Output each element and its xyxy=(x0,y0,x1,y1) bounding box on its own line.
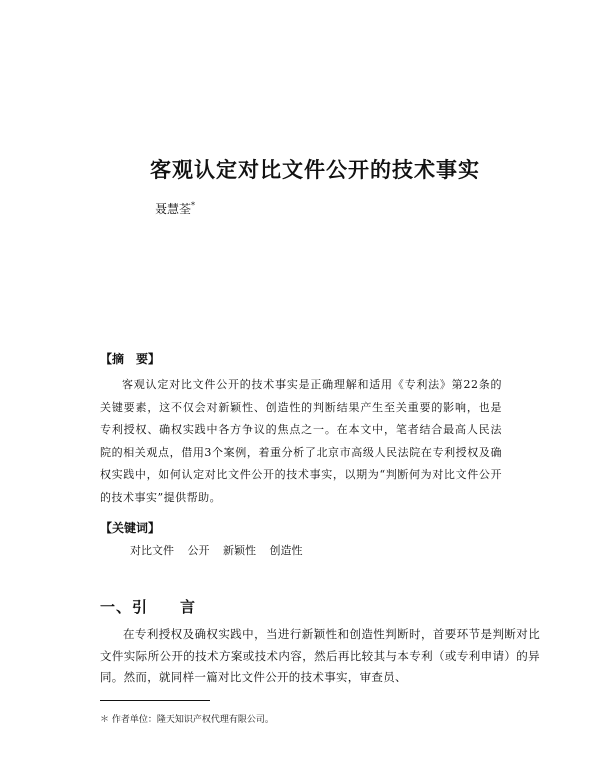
section-heading: 一、引 言 xyxy=(100,598,197,616)
keyword: 新颖性 xyxy=(223,544,256,557)
abstract-text: 客观认定对比文件公开的技术事实是正确理解和适用《专利法》第22条的关键要素，这不仅会对新颖性、创造性的判断结果产生至关重要的影响，也是专利授权、确权实践中各方争议的焦点之一。在本文中，笔者结合最高人民法院的相关观点，借用3个案例，着重分析了北京市高级人民法院在专利授权及确权实践中，如何认定对比文件公开的技术事实，以期为“判断何为对比文件公开的技术事实”提供帮助。 xyxy=(100,378,502,504)
footnote: ＊ 作者单位：隆天知识产权代理有限公司。 xyxy=(100,715,274,725)
author-line xyxy=(155,200,195,217)
abstract-label: 【摘 要】 xyxy=(100,352,161,366)
footnote-divider xyxy=(100,700,210,701)
keyword: 创造性 xyxy=(269,544,303,557)
keywords-label: 【关键词】 xyxy=(100,521,161,535)
author-name: 聂慧荃 xyxy=(155,202,192,216)
keywords-list xyxy=(130,542,303,558)
keyword: 公开 xyxy=(187,544,210,557)
author-footnote-mark: * xyxy=(191,201,196,210)
paper-title: 客观认定对比文件公开的技术事实 xyxy=(150,158,480,182)
keyword: 对比文件 xyxy=(130,544,174,557)
body-paragraph: 在专利授权及确权实践中，当进行新颖性和创造性判断时，首要环节是判断对比文件实际所公开的技术方案或技术内容，然后再比较其与本专利（或专利申请）的异同。然而，就同样一篇对比文件公开的技术事实，审查员、 xyxy=(100,627,540,684)
